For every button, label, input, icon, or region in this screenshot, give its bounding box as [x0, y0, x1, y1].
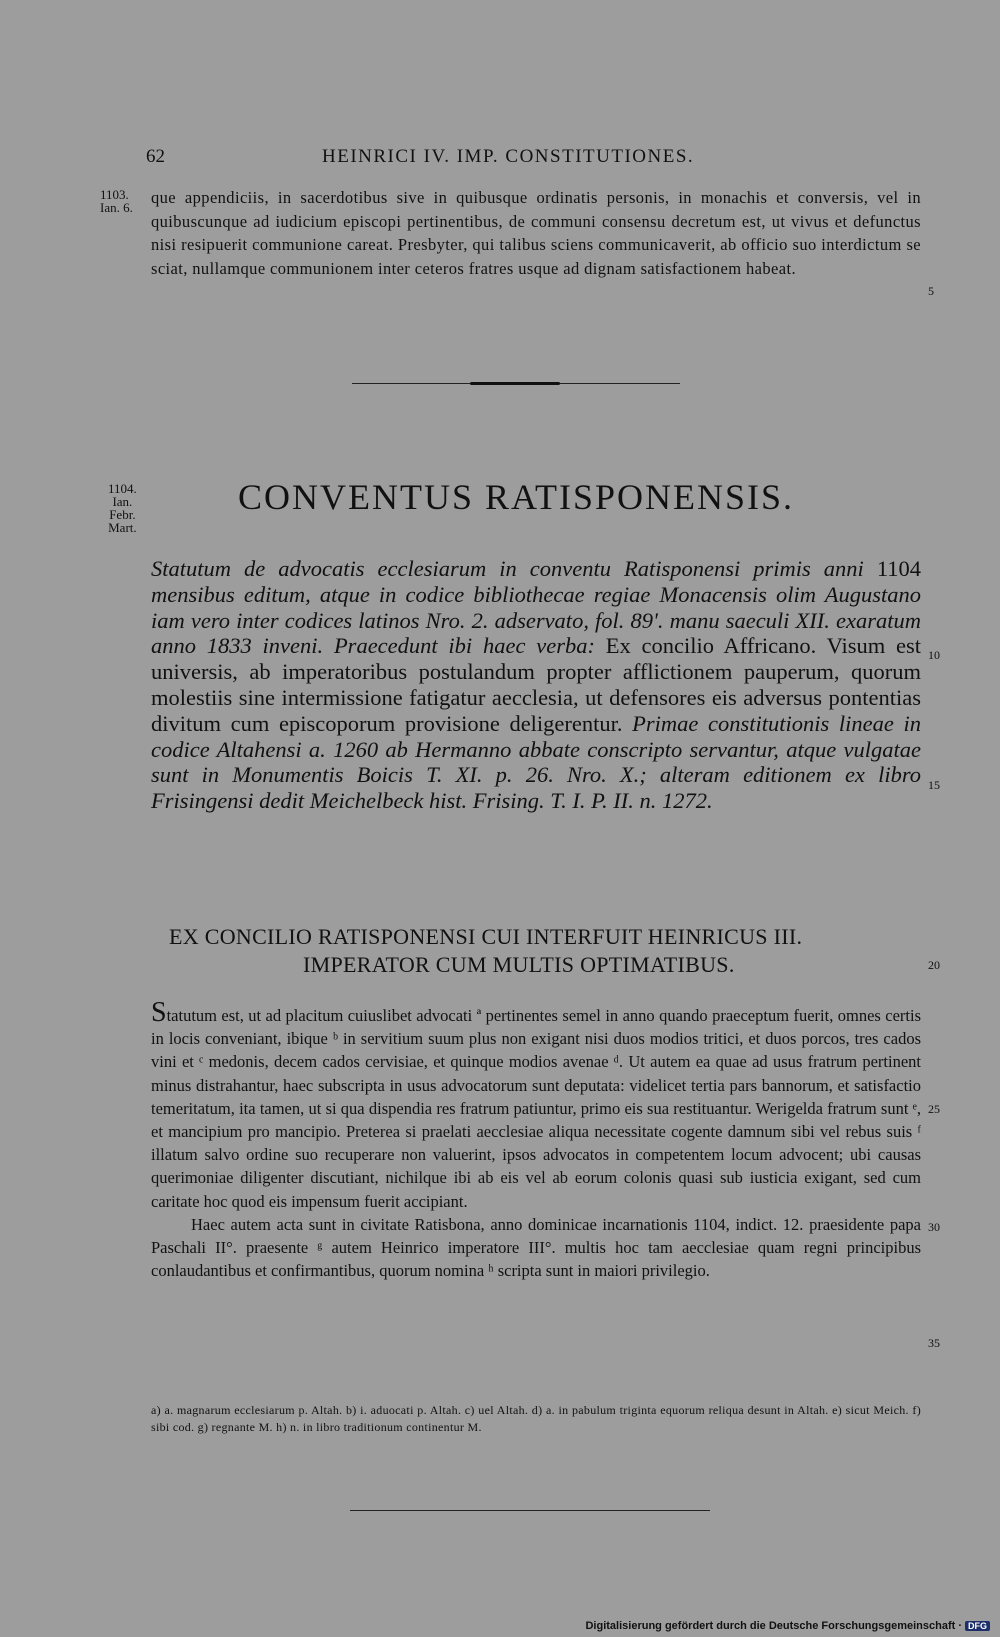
dfg-logo: DFG	[965, 1621, 990, 1631]
intro-part-3: Ex concilio Affricano. Visum est universis, ab imperatoribus postulandum propter afflictionem pauperum, quorum molestiis sine intermissione fatigatur aecclesia, ut defensores eis adversus pontentias divitum cum episcoporum provisione deligerentur.	[151, 633, 921, 736]
margin-date-month1: Ian.	[112, 494, 133, 509]
intro-part-2: mensibus editum, atque in codice bibliothecae regiae Monacensis olim Augustano iam vero inter codices latinos Nro. 2. adservato, fol. 89'. manu saeculi XII. exaratum anno 1833 inveni. Praecedunt ibi haec verba:	[151, 581, 921, 659]
margin-date-1104	[108, 482, 137, 534]
bottom-rule	[350, 1510, 710, 1511]
line-number-35: 35	[928, 1336, 940, 1350]
intro-part-1: Statutum de advocatis ecclesiarum in conventu Ratisponensi primis anni	[151, 556, 864, 581]
statute-paragraph	[151, 997, 921, 1213]
footer-credit	[585, 1620, 990, 1632]
line-number-30: 30	[928, 1220, 940, 1234]
margin-date-year: 1104.	[108, 481, 137, 496]
text-block-1: que appendiciis, in sacerdotibus sive in quibusque ordinatis personis, in monachis et conversis, vel in quibuscunque ad iudicium episcopi pertinentibus, de communi consensu decretum est, ut vivus et defunctus nisi resipuerit communione careat. Presbyter, qui talibus sciens communicaverit, ab officio suo interdictum se sciat, nullamque communionem inter ceteros fratres usque ad dignam satisfactionem habeat.	[151, 188, 921, 278]
page-number: 62	[146, 146, 165, 167]
footer-text: Digitalisierung gefördert durch die Deutsche Forschungsgemeinschaft ·	[585, 1620, 962, 1632]
conventus-title: CONVENTUS RATISPONENSIS.	[238, 477, 795, 517]
intro-part-4: Primae constitutionis lineae in codice Altahensi a. 1260 ab Hermanno abbate conscripto servantur, atque vulgatae sunt in Monumentis Boicis T. XI. p. 26. Nro. X.; alteram editionem ex libro Frisingensi dedit Meichelbeck hist. Frising. T. I. P. II. n. 1272.	[151, 710, 921, 814]
drop-capital: S	[151, 997, 167, 1028]
statute-text: tatutum est, ut ad placitum cuiuslibet advocati ª pertinentes semel in anno quando praeceptum fuerit, omnes certis in locis conveniant, ibique ᵇ in servitium suum plus non exigant nisi duos modios tritici, et duos porcos, tres cados vini et ᶜ medonis, decem cados cervisiae, et quinque modios avenae ᵈ. Ut autem ea quae ad usus fratrum pertinent minus distrahantur, haec subscripta in usus advocatorum sunt deputata: videlicet tertia pars bannorum, et satisfactio temeritatum, ita tamen, ut si qua dispendia res fratrum patiuntur, primo eis sua restituantur. Werigelda fratrum sunt ᵉ, et mancipium pro mancipio. Preterea si praelati aecclesiae aliqua necessitate cogente damnum sibi vel rebus suis ᶠ illatum salvo ordine suo recuperare non valuerint, ipsos advocatos in competentem locum advocent; ubi causas querimoniae diligenter discutiant, nichilque ibi ab eis vel ab eorum colonis quasi sub iusticia exigant, sed cum caritate hoc quod eis impensum fuerit accipiant.	[151, 1006, 921, 1211]
intro-paragraph	[151, 556, 921, 814]
text-block-2	[151, 997, 921, 1282]
line-number-25: 25	[928, 1102, 940, 1116]
line-number-15: 15	[928, 778, 940, 792]
running-title: HEINRICI IV. IMP. CONSTITUTIONES.	[322, 146, 695, 167]
line-number-5: 5	[928, 284, 934, 298]
margin-date-month3: Mart.	[108, 520, 137, 535]
footnotes: a) a. magnarum ecclesiarum p. Altah. b) i. aduocati p. Altah. c) uel Altah. d) a. in pabulum triginta equorum reliqua desunt in Altah. e) sicut Meich. f) sibi cod. g) regnante M. h) n. in libro traditionum continentur M.	[151, 1403, 921, 1434]
intro-year: 1104	[876, 556, 922, 581]
margin-date-1103: 1103. Ian. 6.	[100, 187, 133, 215]
section-title-line-1: EX CONCILIO RATISPONENSI CUI INTERFUIT HEINRICUS III.	[169, 924, 803, 949]
line-number-20: 20	[928, 958, 940, 972]
section-title-line-2: IMPERATOR CUM MULTIS OPTIMATIBUS.	[303, 952, 735, 977]
line-number-10: 10	[928, 648, 940, 662]
margin-date-month2: Febr.	[109, 507, 136, 522]
acta-paragraph: Haec autem acta sunt in civitate Ratisbona, anno dominicae incarnationis 1104, indict. 12. praesidente papa Paschali II°. praesente ᵍ autem Heinrico imperatore III°. multis hoc tam aecclesiae quam regni principibus conlaudantibus et confirmantibus, quorum nomina ʰ scripta sunt in maiori privilegio.	[151, 1214, 921, 1281]
separator-rule-center	[470, 382, 560, 385]
